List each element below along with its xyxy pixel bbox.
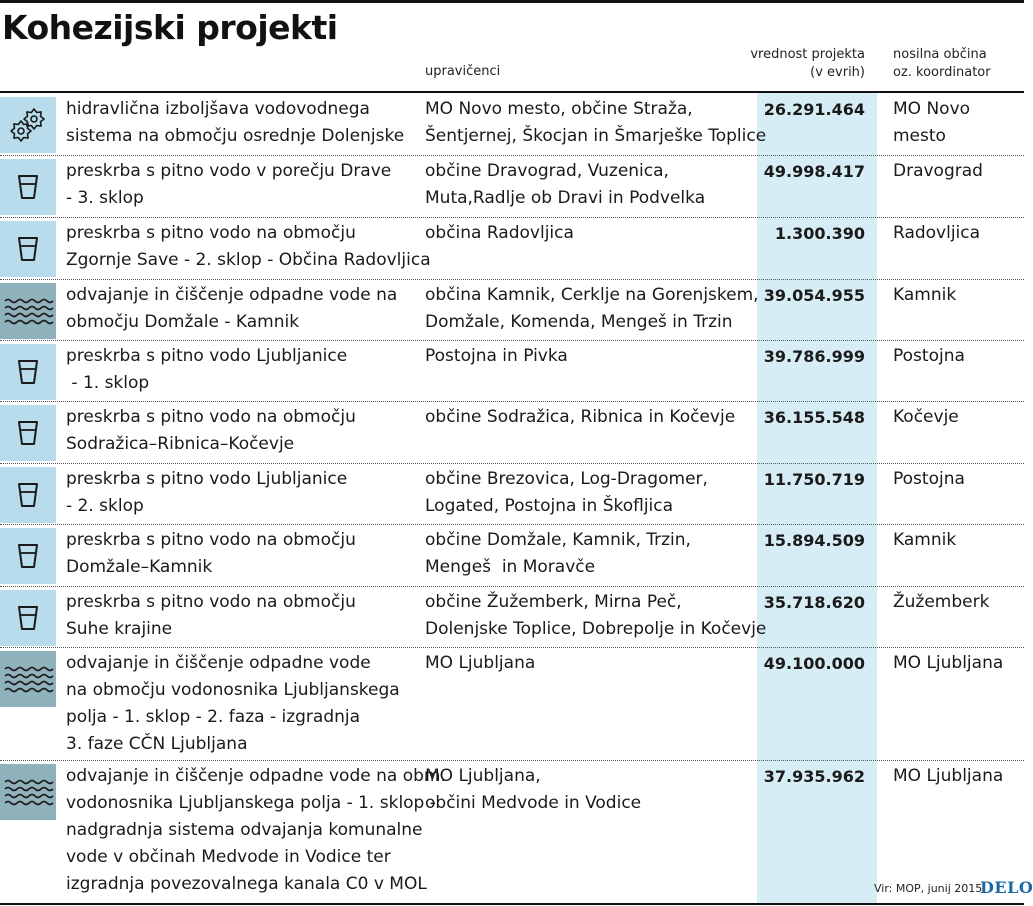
beneficiaries-line: občine Brezovica, Log-Dragomer, (425, 469, 708, 489)
header-coordinator-line1: nosilna občina (893, 47, 987, 62)
project-beneficiaries (425, 527, 755, 581)
table-row (0, 340, 1024, 402)
project-name-line: Zgornje Save - 2. sklop - Občina Radovljica (66, 250, 431, 270)
project-value: 39.054.955 (763, 286, 865, 305)
project-beneficiaries (425, 282, 759, 336)
project-name-line: odvajanje in čiščenje odpadne vode na (66, 285, 398, 305)
table-row (0, 463, 1024, 525)
project-name (66, 589, 416, 643)
project-coordinator: MO Ljubljana (893, 766, 1004, 786)
beneficiaries-line: Logated, Postojna in Škofljica (425, 496, 674, 516)
header-value-line1: vrednost projekta (750, 47, 865, 62)
project-beneficiaries (425, 650, 755, 677)
project-value: 1.300.390 (774, 224, 865, 243)
project-name (66, 220, 431, 274)
beneficiaries-line: MO Ljubljana, (425, 766, 541, 786)
row-icon-box (0, 159, 56, 215)
project-beneficiaries (425, 763, 755, 817)
project-name-line: Sodražica–Ribnica–Kočevje (66, 434, 295, 454)
row-icon-box (0, 344, 56, 400)
beneficiaries-line: občina Kamnik, Cerklje na Gorenjskem, (425, 285, 759, 305)
header-beneficiaries: upravičenci (425, 64, 501, 79)
project-name (66, 343, 416, 397)
project-value: 26.291.464 (763, 100, 865, 119)
project-name-line: preskrba s pitno vodo na območju (66, 530, 356, 550)
project-name-line: vodonosnika Ljubljanskega polja - 1. sklop - (66, 793, 436, 813)
water-glass-icon (16, 173, 40, 201)
beneficiaries-line: MO Novo mesto, občine Straža, (425, 99, 693, 119)
wastewater-waves-icon (3, 777, 53, 807)
project-beneficiaries (425, 158, 755, 212)
project-coordinator: MO Novo mesto (893, 99, 971, 146)
table-row (0, 279, 1024, 341)
project-value: 37.935.962 (763, 767, 865, 786)
wastewater-waves-icon (3, 296, 53, 326)
project-name-line: preskrba s pitno vodo v porečju Drave (66, 161, 392, 181)
beneficiaries-line: MO Ljubljana (425, 653, 536, 673)
project-beneficiaries (425, 466, 755, 520)
project-name-line: 3. faze CČN Ljubljana (66, 734, 248, 754)
beneficiaries-line: občini Medvode in Vodice (425, 793, 642, 813)
project-coordinator: Postojna (893, 469, 965, 489)
project-name-line: preskrba s pitno vodo na območju (66, 592, 356, 612)
project-beneficiaries (425, 343, 755, 370)
beneficiaries-line: občine Sodražica, Ribnica in Kočevje (425, 407, 736, 427)
water-glass-icon (16, 419, 40, 447)
top-rule (0, 0, 1024, 3)
project-name-line: nadgradnja sistema odvajanja komunalne (66, 820, 423, 840)
project-coordinator: Kočevje (893, 407, 959, 427)
table-row (0, 760, 1024, 904)
project-name-line: odvajanje in čiščenje odpadne vode (66, 653, 371, 673)
delo-logo: DELO (980, 878, 1033, 897)
project-name (66, 96, 416, 150)
project-value: 11.750.719 (763, 470, 865, 489)
beneficiaries-line: Domžale, Komenda, Mengeš in Trzin (425, 312, 733, 332)
row-icon-box (0, 405, 56, 461)
project-name-line: Suhe krajine (66, 619, 173, 639)
wastewater-waves-icon (3, 664, 53, 694)
gears-icon (8, 105, 48, 145)
header-coordinator-line2: oz. koordinator (893, 65, 991, 80)
beneficiaries-line: Postojna in Pivka (425, 346, 568, 366)
table-row (0, 401, 1024, 464)
project-name-line: - 1. sklop (66, 373, 150, 393)
beneficiaries-line: Muta,Radlje ob Dravi in Podvelka (425, 188, 706, 208)
header-coordinator (893, 46, 991, 82)
project-name-line: preskrba s pitno vodo na območju (66, 407, 356, 427)
project-beneficiaries (425, 220, 755, 247)
table-row (0, 647, 1024, 761)
project-value: 36.155.548 (763, 408, 865, 427)
water-glass-icon (16, 481, 40, 509)
project-name-line: preskrba s pitno vodo na območju (66, 223, 356, 243)
project-name-line: na območju vodonosnika Ljubljanskega (66, 680, 400, 700)
project-name (66, 158, 416, 212)
project-name-line: Domžale–Kamnik (66, 557, 213, 577)
row-icon-box (0, 221, 56, 277)
header-value (745, 46, 865, 82)
project-value: 49.100.000 (763, 654, 865, 673)
table-row (0, 155, 1024, 218)
project-name-line: sistema na območju osrednje Dolenjske (66, 126, 405, 146)
beneficiaries-line: občine Domžale, Kamnik, Trzin, (425, 530, 691, 550)
project-coordinator: Kamnik (893, 530, 957, 550)
project-name-line: odvajanje in čiščenje odpadne vode na obm. (66, 766, 446, 786)
beneficiaries-line: občine Dravograd, Vuzenica, (425, 161, 669, 181)
project-name (66, 404, 416, 458)
source-note: Vir: MOP, junij 2015 (874, 882, 983, 895)
row-icon-box (0, 651, 56, 707)
project-beneficiaries (425, 589, 767, 643)
project-coordinator: Dravograd (893, 161, 983, 181)
project-name-line: - 3. sklop (66, 188, 144, 208)
project-name-line: območju Domžale - Kamnik (66, 312, 300, 332)
header-value-line2: (v evrih) (810, 65, 865, 80)
project-beneficiaries (425, 404, 755, 431)
page-title: Kohezijski projekti (2, 8, 338, 47)
project-name (66, 466, 416, 520)
table-row (0, 586, 1024, 648)
beneficiaries-line: Šentjernej, Škocjan in Šmarješke Toplice (425, 126, 767, 146)
project-name-line: preskrba s pitno vodo Ljubljanice (66, 346, 348, 366)
table-row (0, 524, 1024, 587)
project-name-line: vode v občinah Medvode in Vodice ter (66, 847, 391, 867)
table-row (0, 94, 1024, 155)
row-icon-box (0, 590, 56, 646)
row-icon-box (0, 97, 56, 153)
bottom-rule (0, 903, 1024, 905)
project-name-line: polja - 1. sklop - 2. faza - izgradnja (66, 707, 361, 727)
project-coordinator: Radovljica (893, 223, 981, 243)
project-value: 35.718.620 (763, 593, 865, 612)
project-name (66, 527, 416, 581)
row-icon-box (0, 283, 56, 339)
project-name (66, 282, 416, 336)
beneficiaries-line: Dolenjske Toplice, Dobrepolje in Kočevje (425, 619, 767, 639)
project-name-line: izgradnja povezovalnega kanala C0 v MOL (66, 874, 427, 894)
project-coordinator: Žužemberk (893, 592, 990, 612)
project-value: 49.998.417 (763, 162, 865, 181)
row-icon-box (0, 764, 56, 820)
project-coordinator: Postojna (893, 346, 965, 366)
beneficiaries-line: občine Žužemberk, Mirna Peč, (425, 592, 682, 612)
row-icon-box (0, 467, 56, 523)
water-glass-icon (16, 542, 40, 570)
project-name (66, 763, 446, 898)
water-glass-icon (16, 358, 40, 386)
beneficiaries-line: občina Radovljica (425, 223, 574, 243)
project-value: 15.894.509 (763, 531, 865, 550)
row-icon-box (0, 528, 56, 584)
table-row (0, 217, 1024, 280)
water-glass-icon (16, 604, 40, 632)
project-name-line: hidravlična izboljšava vodovodnega (66, 99, 370, 119)
project-beneficiaries (425, 96, 767, 150)
project-coordinator: Kamnik (893, 285, 957, 305)
project-name (66, 650, 416, 758)
project-value: 39.786.999 (763, 347, 865, 366)
project-coordinator: MO Ljubljana (893, 653, 1004, 673)
project-name-line: - 2. sklop (66, 496, 144, 516)
water-glass-icon (16, 235, 40, 263)
beneficiaries-line: Mengeš in Moravče (425, 557, 596, 577)
project-name-line: preskrba s pitno vodo Ljubljanice (66, 469, 348, 489)
